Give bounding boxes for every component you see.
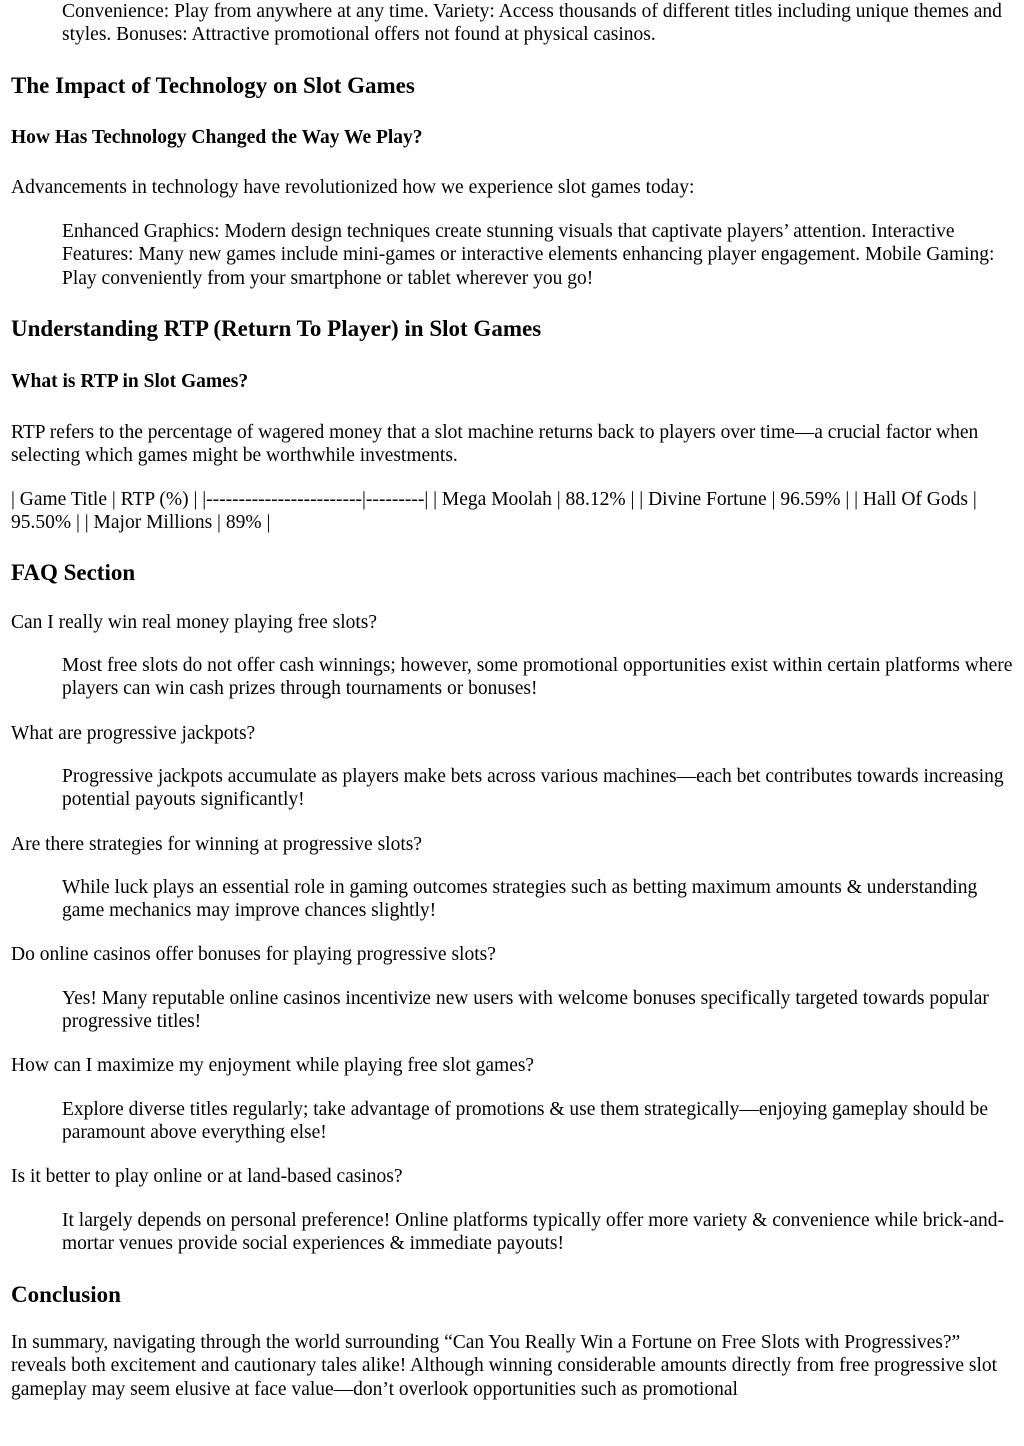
faq-question: How can I maximize my enjoyment while playing free slot games? bbox=[11, 1055, 535, 1076]
rtp-paragraph: RTP refers to the percentage of wagered money that a slot machine returns back to players over time—a crucial factor when selecting which games might be worthwhile investments. bbox=[11, 422, 979, 467]
rtp-heading: Understanding RTP (Return To Player) in Slot Games bbox=[11, 316, 542, 341]
rtp-subheading: What is RTP in Slot Games? bbox=[11, 371, 249, 392]
faq-heading: FAQ Section bbox=[11, 560, 136, 585]
faq-question: What are progressive jackpots? bbox=[11, 723, 256, 744]
faq-answer: Most free slots do not offer cash winnings; however, some promotional opportunities exist within certain platforms where players can win cash prizes through tournaments or bonuses! bbox=[62, 655, 1013, 700]
faq-question: Is it better to play online or at land-based casinos? bbox=[11, 1166, 403, 1187]
conclusion-heading: Conclusion bbox=[11, 1282, 121, 1307]
faq-question: Do online casinos offer bonuses for playing progressive slots? bbox=[11, 944, 496, 965]
faq-answer: Progressive jackpots accumulate as players make bets across various machines—each bet contributes towards increasing potential payouts significantly! bbox=[62, 766, 1004, 811]
technology-subheading: How Has Technology Changed the Way We Play? bbox=[11, 127, 423, 148]
faq-question: Can I really win real money playing free slots? bbox=[11, 612, 378, 633]
faq-answer: It largely depends on personal preference! Online platforms typically offer more variety & convenience while brick-and-mortar venues provide social experiences & immediate payouts! bbox=[62, 1210, 1004, 1255]
intro-quote: Convenience: Play from anywhere at any time. Variety: Access thousands of different titles including unique themes and styles. Bonuses: Attractive promotional offers not found at physical casinos. bbox=[62, 1, 1002, 46]
faq-answer: Yes! Many reputable online casinos incentivize new users with welcome bonuses specifically targeted towards popular progressive titles! bbox=[62, 988, 989, 1033]
faq-answer: Explore diverse titles regularly; take advantage of promotions & use them strategically—enjoying gameplay should be paramount above everything else! bbox=[62, 1099, 988, 1144]
faq-answer: While luck plays an essential role in gaming outcomes strategies such as betting maximum amounts & understanding game mechanics may improve chances slightly! bbox=[62, 877, 978, 922]
conclusion-paragraph: In summary, navigating through the world surrounding “Can You Really Win a Fortune on Free Slots with Progressives?” reveals both excitement and cautionary tales alike! Although winning considerable amounts directly from free progressive slot gameplay may seem elusive at face value—don’t overlook opportunities such as promotional bbox=[11, 1332, 998, 1400]
technology-quote: Enhanced Graphics: Modern design techniques create stunning visuals that captivate players’ attention. Interactive Features: Many new games include mini-games or interactive elements enhancing player engagement. Mobile Gaming: Play conveniently from your smartphone or tablet wherever you go! bbox=[62, 221, 995, 289]
faq-question: Are there strategies for winning at progressive slots? bbox=[11, 834, 423, 855]
technology-heading: The Impact of Technology on Slot Games bbox=[11, 73, 415, 98]
rtp-table-text: | Game Title | RTP (%) | |------------------------|---------| | Mega Moolah | 88.12% | | Divine Fortune | 96.59% | | Hall Of Gods | 95.50% | | Major Millions | 89% | bbox=[11, 489, 977, 534]
technology-paragraph: Advancements in technology have revolutionized how we experience slot games today: bbox=[11, 177, 695, 198]
